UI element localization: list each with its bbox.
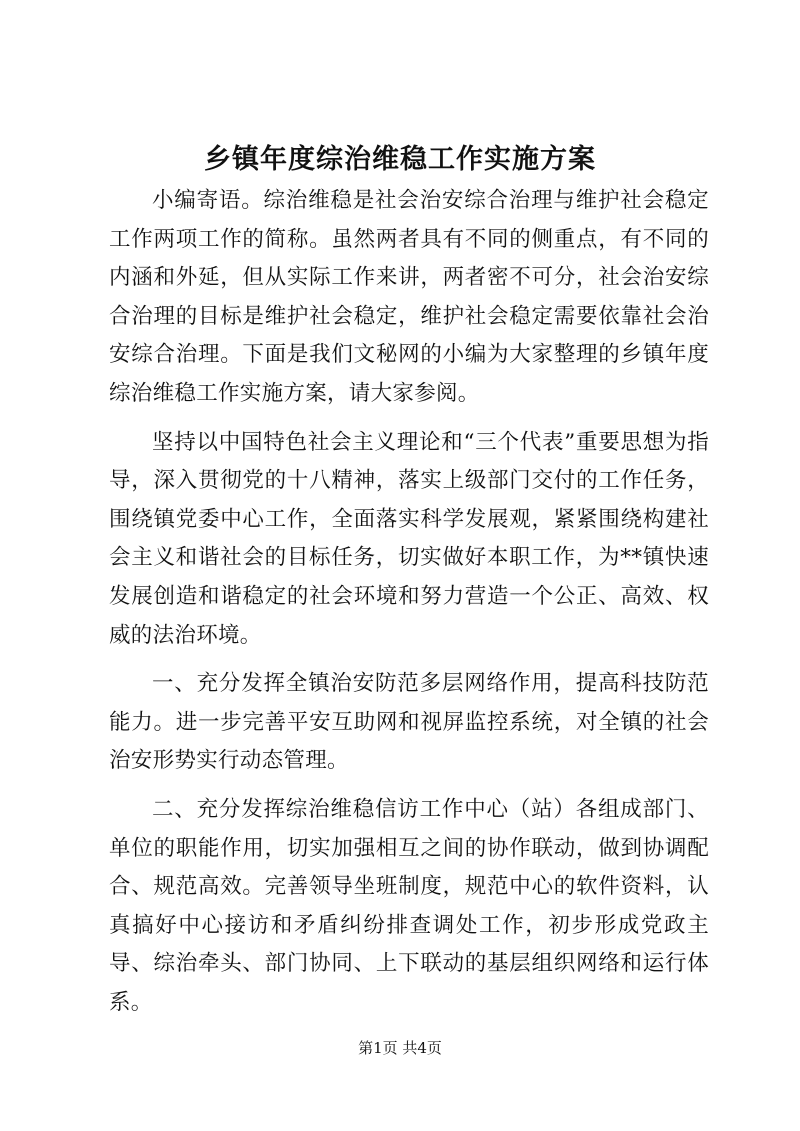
- page-number-footer: 第1页 共4页: [358, 1039, 442, 1057]
- document-title: 乡镇年度综治维稳工作实施方案: [204, 144, 596, 175]
- document-body: [109, 182, 709, 1022]
- paragraph-guiding-principle: 坚持以中国特色社会主义理论和“三个代表”重要思想为指导，深入贯彻党的十八精神，落实上级部门交付的工作任务，围绕镇党委中心工作，全面落实科学发展观，紧紧围绕构建社会主义和谐社会的目标任务，切实做好本职工作，为**镇快速发展创造和谐稳定的社会环境和努力营造一个公正、高效、权威的法治环境。: [109, 429, 709, 648]
- paragraph-item-one: 一、充分发挥全镇治安防范多层网络作用，提高科技防范能力。进一步完善平安互助网和视屏监控系统，对全镇的社会治安形势实行动态管理。: [109, 671, 709, 774]
- paragraph-intro: 小编寄语。综治维稳是社会治安综合治理与维护社会稳定工作两项工作的简称。虽然两者具有不同的侧重点，有不同的内涵和外延，但从实际工作来讲，两者密不可分，社会治安综合治理的目标是维护社会稳定，维护社会稳定需要依靠社会治安综合治理。下面是我们文秘网的小编为大家整理的乡镇年度综治维稳工作实施方案，请大家参阅。: [109, 188, 709, 406]
- paragraph-item-two: 二、充分发挥综治维稳信访工作中心（站）各组成部门、单位的职能作用，切实加强相互之间的协作联动，做到协调配合、规范高效。完善领导坐班制度，规范中心的软件资料，认真搞好中心接访和矛盾纠纷排查调处工作，初步形成党政主导、综治牵头、部门协同、上下联动的基层组织网络和运行体系。: [109, 796, 709, 1015]
